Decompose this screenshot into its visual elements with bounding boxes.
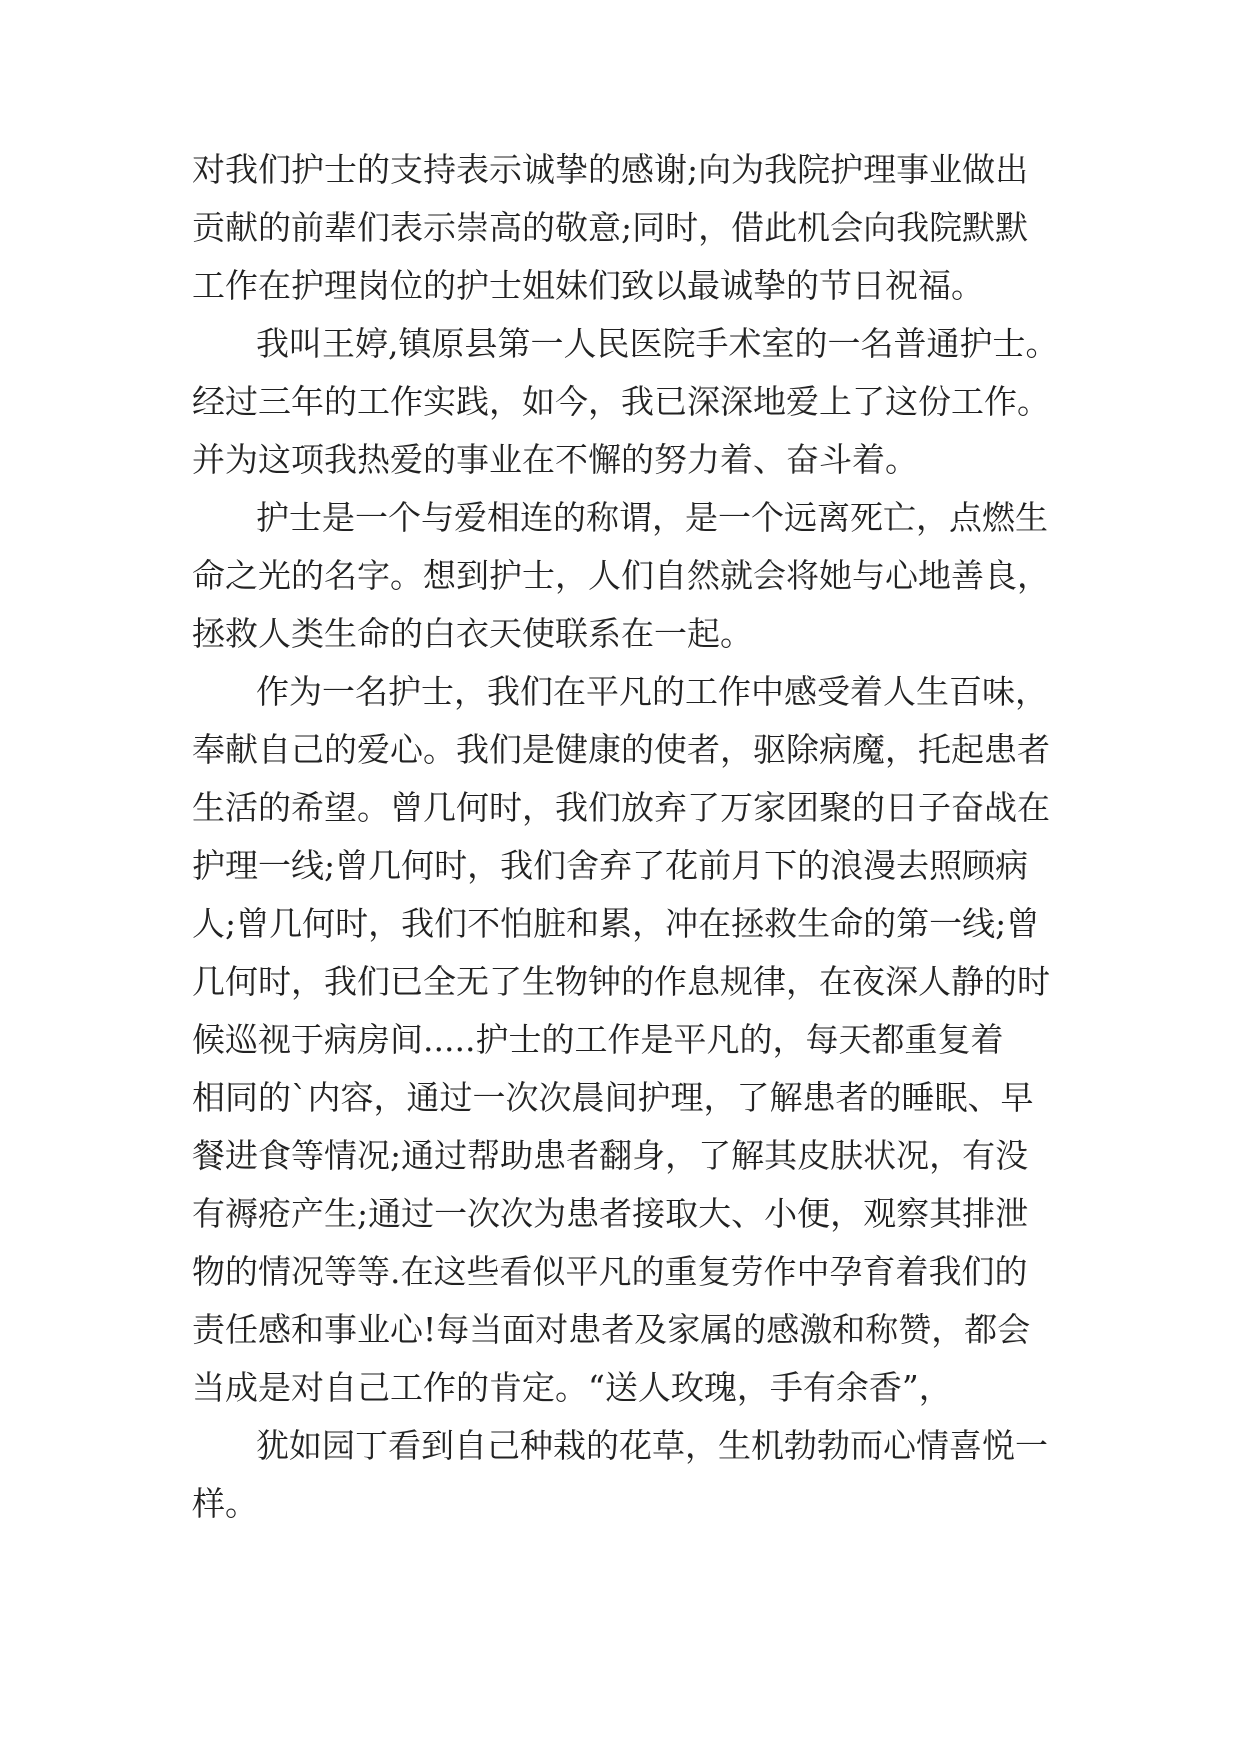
paragraph-2-line-2: 经过三年的工作实践，如今，我已深深地爱上了这份工作。 bbox=[192, 382, 1050, 421]
paragraph-4-line-6: 几何时，我们已全无了生物钟的作息规律，在夜深人静的时 bbox=[192, 962, 1050, 1001]
paragraph-3-line-3: 拯救人类生命的白衣天使联系在一起。 bbox=[192, 614, 753, 653]
paragraph-1-line-2: 贡献的前辈们表示崇高的敬意;同时，借此机会向我院默默 bbox=[192, 208, 1029, 247]
paragraph-4-line-13: 当成是对自己工作的肯定。“送人玫瑰，手有余香”， bbox=[192, 1368, 952, 1407]
paragraph-4-line-4: 护理一线;曾几何时，我们舍弃了花前月下的浪漫去照顾病 bbox=[192, 846, 1029, 885]
paragraph-4-line-8: 相同的`内容，通过一次次晨间护理，了解患者的睡眠、早 bbox=[192, 1078, 1034, 1117]
paragraph-4-line-1: 作为一名护士，我们在平凡的工作中感受着人生百味， bbox=[256, 672, 1048, 711]
paragraph-4-line-9: 餐进食等情况;通过帮助患者翻身，了解其皮肤状况，有没 bbox=[192, 1136, 1029, 1175]
paragraph-4-line-5: 人;曾几何时，我们不怕脏和累，冲在拯救生命的第一线;曾 bbox=[192, 904, 1040, 943]
paragraph-4-line-7: 候巡视于病房间.....护士的工作是平凡的，每天都重复着 bbox=[192, 1020, 1004, 1059]
paragraph-4-line-10: 有褥疮产生;通过一次次为患者接取大、小便，观察其排泄 bbox=[192, 1194, 1029, 1233]
paragraph-1-line-1: 对我们护士的支持表示诚挚的感谢;向为我院护理事业做出 bbox=[192, 150, 1029, 189]
paragraph-4-line-3: 生活的希望。曾几何时，我们放弃了万家团聚的日子奋战在 bbox=[192, 788, 1050, 827]
paragraph-3-line-1: 护士是一个与爱相连的称谓，是一个远离死亡，点燃生 bbox=[256, 498, 1048, 537]
paragraph-4-line-2: 奉献自己的爱心。我们是健康的使者，驱除病魔，托起患者 bbox=[192, 730, 1050, 769]
paragraph-2-line-1: 我叫王婷,镇原县第一人民医院手术室的一名普通护士。 bbox=[256, 324, 1059, 363]
paragraph-3-line-2: 命之光的名字。想到护士，人们自然就会将她与心地善良， bbox=[192, 556, 1050, 595]
paragraph-4-line-12: 责任感和事业心!每当面对患者及家属的感激和称赞，都会 bbox=[192, 1310, 1031, 1349]
paragraph-4-line-11: 物的情况等等.在这些看似平凡的重复劳作中孕育着我们的 bbox=[192, 1252, 1028, 1291]
paragraph-2-line-3: 并为这项我热爱的事业在不懈的努力着、奋斗着。 bbox=[192, 440, 918, 479]
paragraph-5-line-1: 犹如园丁看到自己种栽的花草，生机勃勃而心情喜悦一 bbox=[256, 1426, 1048, 1465]
paragraph-1-line-3: 工作在护理岗位的护士姐妹们致以最诚挚的节日祝福。 bbox=[192, 266, 984, 305]
paragraph-5-line-2: 样。 bbox=[192, 1484, 258, 1523]
